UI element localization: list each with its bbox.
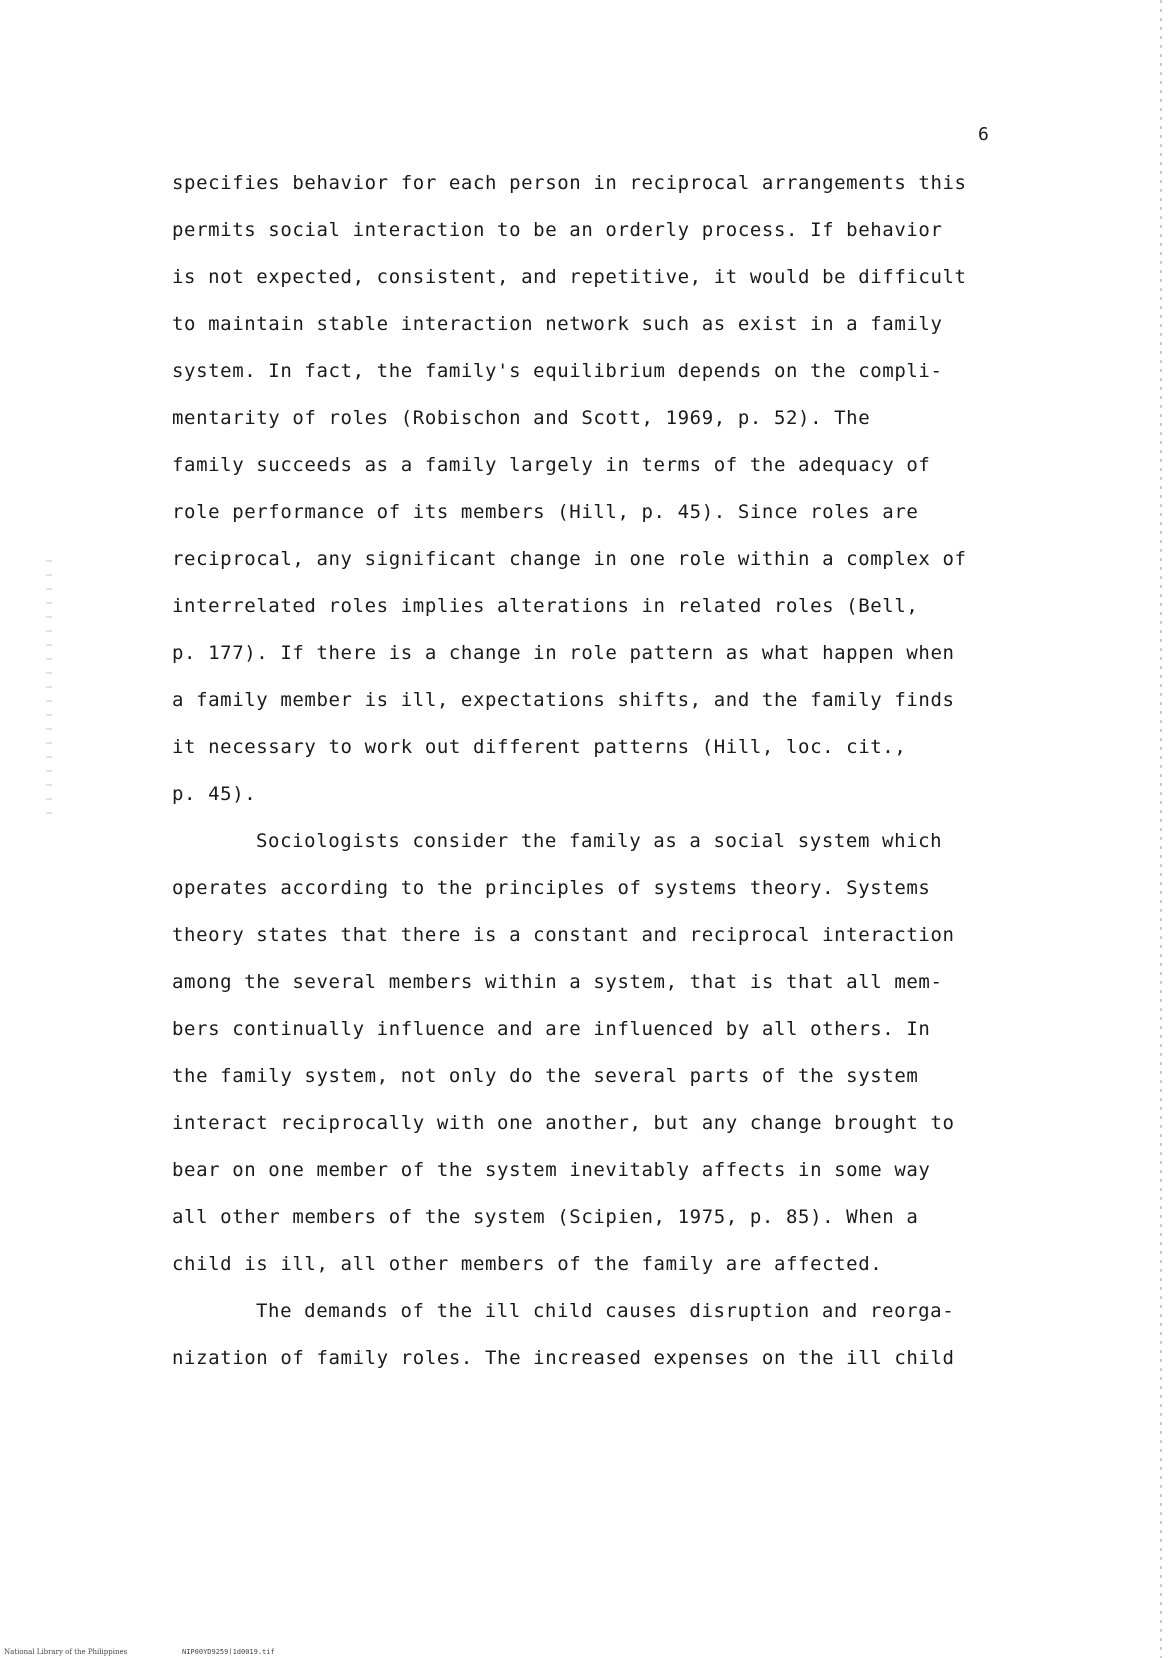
scan-edge-artifact [1160,0,1162,1658]
text-line: all other members of the system (Scipien, 1975, p. 85). When a [172,1206,919,1228]
text-line: interact reciprocally with one another, but any change brought to [172,1112,955,1134]
text-line: bers continually influence and are influenced by all others. In [172,1018,931,1040]
text-line: operates according to the principles of systems theory. Systems [172,877,931,899]
text-line: system. In fact, the family's equilibrium depends on the compli- [172,360,943,382]
page-number: 6 [978,124,989,145]
text-line: it necessary to work out different patterns (Hill, loc. cit., [172,736,907,758]
text-line: p. 45). [172,783,257,805]
footer-library-name: National Library of the Philippines [4,1648,128,1656]
text-line: bear on one member of the system inevitably affects in some way [172,1159,931,1181]
text-line: p. 177). If there is a change in role pattern as what happen when [172,642,955,664]
text-line: to maintain stable interaction network such as exist in a family [172,313,943,335]
text-line: child is ill, all other members of the family are affected. [172,1253,883,1275]
text-line: among the several members within a system, that is that all mem- [172,971,943,993]
footer-file-name: NIP00YD9259(1d0019.tif [182,1648,275,1656]
text-line: family succeeds as a family largely in terms of the adequacy of [172,454,931,476]
text-line: role performance of its members (Hill, p. 45). Since roles are [172,501,919,523]
text-line: reciprocal, any significant change in one role within a complex of [172,548,967,570]
paragraph-start-line: Sociologists consider the family as a social system which [256,830,943,852]
text-line: nization of family roles. The increased expenses on the ill child [172,1347,955,1369]
body-text [172,168,1052,1390]
scan-speckle-artifact [46,560,52,820]
text-line: interrelated roles implies alterations in related roles (Bell, [172,595,919,617]
text-line: the family system, not only do the several parts of the system [172,1065,919,1087]
text-line: a family member is ill, expectations shifts, and the family finds [172,689,955,711]
text-line: is not expected, consistent, and repetitive, it would be difficult [172,266,967,288]
text-line: permits social interaction to be an orderly process. If behavior [172,219,943,241]
text-line: specifies behavior for each person in reciprocal arrangements this [172,172,967,194]
text-line: theory states that there is a constant and reciprocal interaction [172,924,955,946]
text-line: mentarity of roles (Robischon and Scott, 1969, p. 52). The [172,407,871,429]
paragraph-start-line: The demands of the ill child causes disruption and reorga- [256,1300,955,1322]
